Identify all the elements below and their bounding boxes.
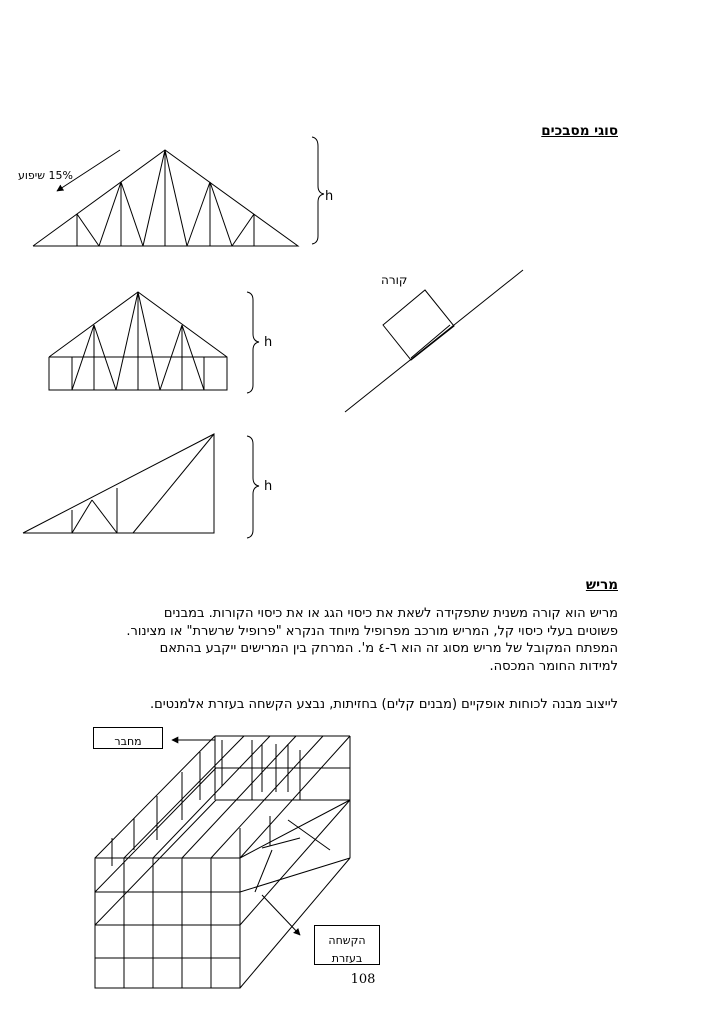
mono-pitch-truss xyxy=(23,434,214,533)
slope-label: 15% שיפוע xyxy=(18,169,73,182)
section-title-truss-types: סוגי מסבכים xyxy=(541,123,618,139)
brace-3 xyxy=(247,436,259,538)
h-label-1: h xyxy=(325,189,334,204)
trapezoid-truss xyxy=(49,292,227,390)
frame-3d xyxy=(95,736,350,988)
connector-label: מחבר xyxy=(114,735,142,748)
bracing-label-line2: בעזרת xyxy=(331,952,363,965)
page-number: 108 xyxy=(350,972,376,987)
purlin-paragraph xyxy=(98,605,618,675)
bracing-label-line1: הקשחה xyxy=(328,934,366,947)
beam-label: קורה xyxy=(381,273,408,287)
paragraph-line: מריש הוא קורה משנית שתפקידה לשאת את כיסוי הגג או את כיסוי הקורות. במבנים xyxy=(163,606,618,621)
h-label-2: h xyxy=(264,335,273,350)
bracing-paragraph: לייצוב מבנה לכוחות אופקיים (מבנים קלים) בחזיתות, נבצע הקשחה בעזרת אלמנטים. xyxy=(149,697,618,712)
bracing-label-box xyxy=(314,925,380,965)
brace-1 xyxy=(312,137,324,244)
purlin-on-slope xyxy=(345,270,523,412)
paragraph-line: למידות החומר המכסה. xyxy=(489,658,618,674)
brace-2 xyxy=(247,292,259,393)
section-title-purlin: מריש xyxy=(585,577,618,593)
bracing-arrow xyxy=(262,895,300,935)
connector-label-box xyxy=(93,727,163,749)
triangular-truss xyxy=(33,150,298,246)
paragraph-line: פשוטים בעלי כיסוי קל, המריש מורכב מפרופיל מיוחד הנקרא "פרופיל שרשרת" או מצינור. xyxy=(126,623,618,639)
paragraph-line: המפתח המקובל של מריש מסוג זה הוא ٦-٤ מ'. המרחק בין המרישים ייקבע בהתאם xyxy=(159,641,618,656)
h-label-3: h xyxy=(264,479,273,494)
